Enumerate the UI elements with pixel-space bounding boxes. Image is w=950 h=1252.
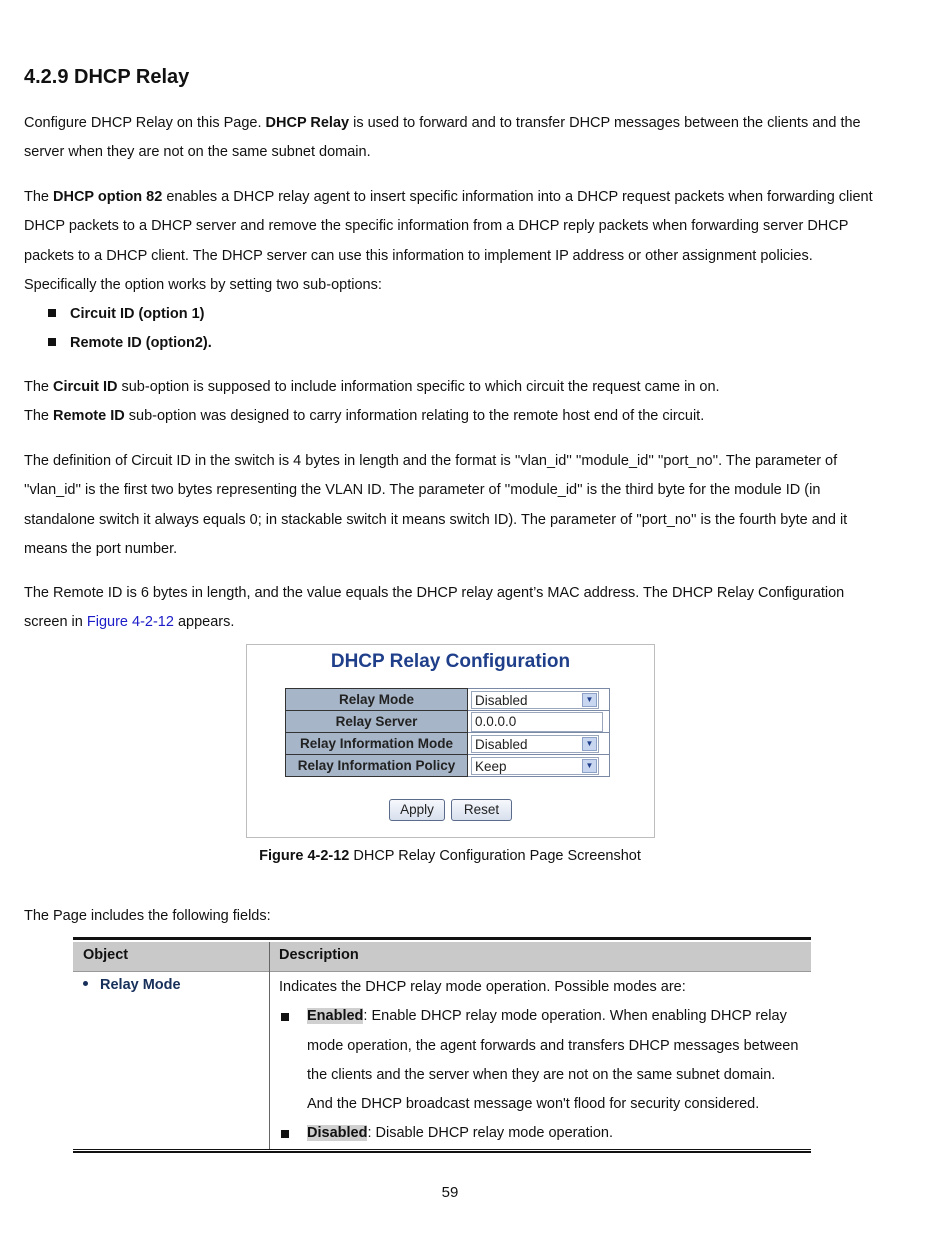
relay-information-mode-label: Relay Information Mode	[286, 733, 468, 755]
sub-option-list	[48, 300, 212, 359]
relay-information-mode-select[interactable]: Disabled ▼	[471, 735, 599, 753]
section-heading: 4.2.9 DHCP Relay	[24, 66, 190, 88]
relay-server-input[interactable]: 0.0.0.0	[471, 712, 603, 732]
col-description-header: Description	[279, 947, 359, 963]
relay-server-label: Relay Server	[286, 711, 468, 733]
figure-link[interactable]: Figure 4-2-12	[86, 614, 174, 631]
square-bullet-icon	[48, 338, 56, 346]
dhcp-relay-config-screenshot	[246, 644, 655, 838]
divider	[269, 942, 270, 1150]
relay-mode-label: Relay Mode	[286, 689, 468, 711]
page-number: 59	[441, 1184, 459, 1201]
relay-mode-description: Indicates the DHCP relay mode operation. Possible modes are: Enabled: Enable DHCP relay mode operation. When enabling DHCP relay mode operation, the agent forwards and transfers DHCP messages between the clients and the server when they are not on the same subnet domain. And the DHCP broadcast message won't flood for security considered. Disabled: Disable DHCP relay mode operation.	[279, 973, 809, 1149]
table-row	[286, 733, 610, 755]
table-header	[73, 942, 811, 972]
table-row	[286, 755, 610, 777]
chevron-down-icon[interactable]: ▼	[582, 737, 597, 751]
circuit-id-definition: The definition of Circuit ID in the switch is 4 bytes in length and the format is ''vlan_id'' ''module_id'' ''port_no''. The parameter of ''vlan_id'' is the first two bytes representing the VLAN ID. The parameter of ''module_id'' is the third byte for the module ID (in standalone switch it always equals 0; in stackable switch it means switch ID). The parameter of ''port_no'' is the fourth byte and it means the port number.	[24, 453, 848, 557]
list-item: Enabled: Enable DHCP relay mode operation. When enabling DHCP relay mode operation, the agent forwards and transfers DHCP messages between the clients and the server when they are not on the same subnet domain. And the DHCP broadcast message won't flood for security considered.	[279, 1002, 809, 1119]
square-bullet-icon	[48, 309, 56, 317]
fields-intro: The Page includes the following fields:	[24, 908, 271, 924]
config-title: DHCP Relay Configuration	[330, 651, 571, 672]
divider	[73, 937, 811, 940]
divider	[73, 1149, 811, 1153]
option82-paragraph: The DHCP option 82 enables a DHCP relay agent to insert specific information into a DHCP request packets when forwarding client DHCP packets to a DHCP server and remove the specific information from a DHCP reply packets when forwarding server DHCP packets to a DHCP client. The DHCP server can use this information to implement IP address or other assignment policies. Specifically the option works by setting two sub-options:	[24, 189, 873, 293]
object-relay-mode: Relay Mode	[83, 977, 181, 993]
chevron-down-icon[interactable]: ▼	[582, 759, 597, 773]
figure-caption: Figure 4-2-12 DHCP Relay Configuration Page Screenshot	[259, 848, 641, 864]
remote-id-definition: The Remote ID is 6 bytes in length, and the value equals the DHCP relay agent’s MAC address. The DHCP Relay Configuration screen in Figure 4-2-12 appears.	[24, 585, 845, 631]
col-object-header: Object	[83, 947, 129, 963]
apply-button[interactable]: Apply	[389, 799, 445, 821]
table-row	[286, 689, 610, 711]
square-bullet-icon	[281, 1013, 289, 1021]
circuit-remote-paragraph: The Circuit ID sub-option is supposed to include information specific to which circuit the request came in on. The Remote ID sub-option was designed to carry information relating to the remote host end of the circuit.	[24, 379, 720, 425]
relay-information-policy-label: Relay Information Policy	[286, 755, 468, 777]
config-table	[285, 688, 610, 777]
reset-button[interactable]: Reset	[451, 799, 512, 821]
list-item: Disabled: Disable DHCP relay mode operation.	[279, 1119, 809, 1148]
list-item: Remote ID (option2).	[48, 329, 212, 358]
square-bullet-icon	[281, 1130, 289, 1138]
bullet-dot-icon	[83, 981, 88, 986]
relay-information-policy-select[interactable]: Keep ▼	[471, 757, 599, 775]
chevron-down-icon[interactable]: ▼	[582, 693, 597, 707]
intro-paragraph: Configure DHCP Relay on this Page. DHCP Relay is used to forward and to transfer DHCP messages between the clients and the server when they are not on the same subnet domain.	[24, 115, 861, 161]
list-item: Circuit ID (option 1)	[48, 300, 212, 329]
relay-mode-select[interactable]: Disabled ▼	[471, 691, 599, 709]
table-row	[286, 711, 610, 733]
